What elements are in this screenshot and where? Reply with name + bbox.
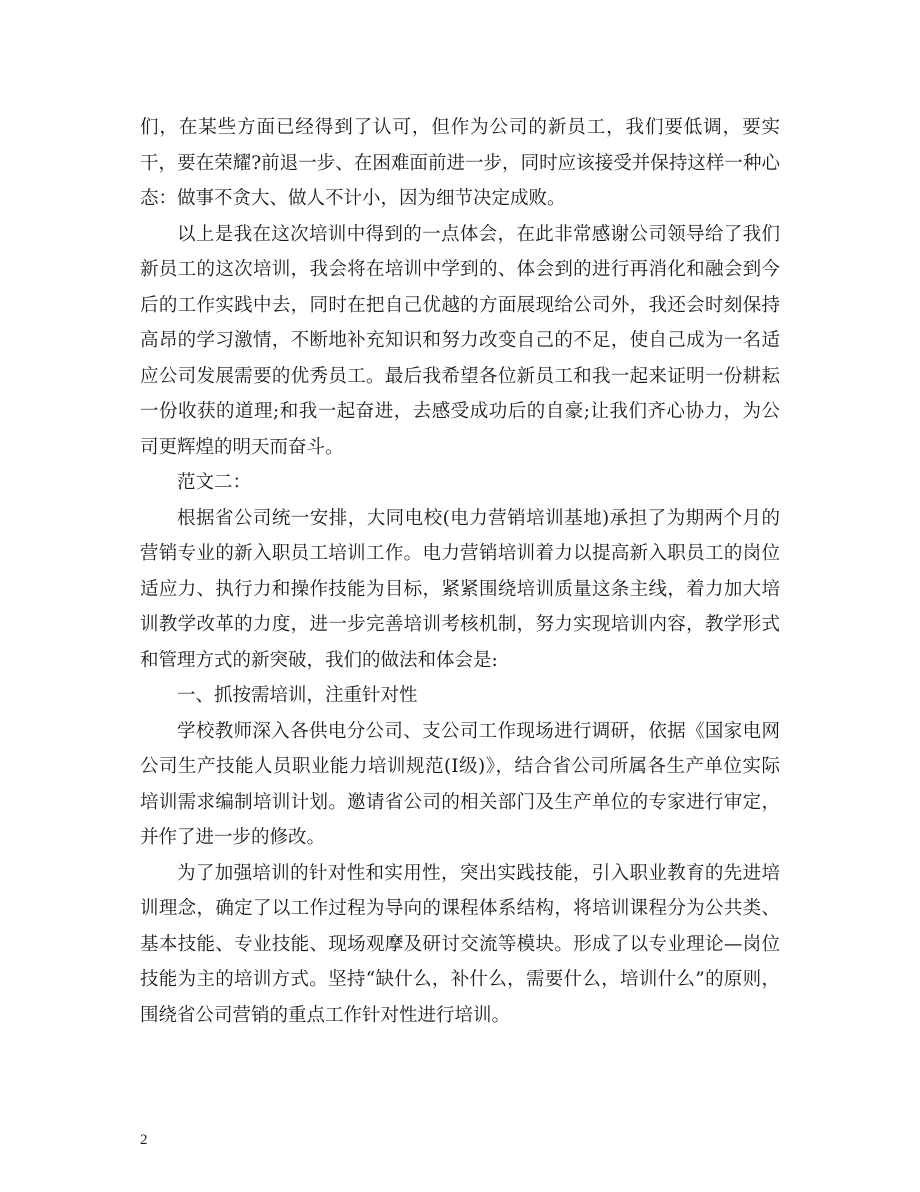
paragraph-2: 以上是我在这次培训中得到的一点体会，在此非常感谢公司领导给了我们新员工的这次培训，我会将在培训中学到的、体会到的进行再消化和融会到今后的工作实践中去，同时在把自己优越的方面展现给公司外，我还会时刻保持高昂的学习激情，不断地补充知识和努力改变自己的不足，使自己成为一名适应公司发展需要的优秀员工。最后我希望各位新员工和我一起来证明一份耕耘一份收获的道理;和我一起奋进，去感受成功后的自豪;让我们齐心协力，为公司更辉煌的明天而奋斗。 [140,223,780,458]
section-heading-one: 一、抓按需培训，注重针对性 [177,685,418,706]
page-number: 2 [140,1132,148,1148]
paragraph-5: 为了加强培训的针对性和实用性，突出实践技能，引入职业教育的先进培训理念，确定了以工作过程为导向的课程体系结构，将培训课程分为公共类、基本技能、专业技能、现场观摩及研讨交流等模块。形成了以专业理论—岗位技能为主的培训方式。坚持“缺什么，补什么，需要什么，培训什么”的原则，围绕省公司营销的重点工作针对性进行培训。 [140,862,780,1026]
document-body [140,110,780,1033]
paragraph-4: 学校教师深入各供电分公司、支公司工作现场进行调研，依据《国家电网公司生产技能人员职业能力培训规范(I级)》，结合省公司所属各生产单位实际培训需求编制培训计划。邀请省公司的相关部门及生产单位的专家进行审定，并作了进一步的修改。 [140,720,780,848]
paragraph-3: 根据省公司统一安排，大同电校(电力营销培训基地)承担了为期两个月的营销专业的新入职员工培训工作。电力营销培训着力以提高新入职员工的岗位适应力、执行力和操作技能为目标，紧紧围绕培训质量这条主线，着力加大培训教学改革的力度，进一步完善培训考核机制，努力实现培训内容，教学形式和管理方式的新突破，我们的做法和体会是: [140,507,780,671]
paragraph-1: 们，在某些方面已经得到了认可，但作为公司的新员工，我们要低调，要实干，要在荣耀?前退一步、在困难面前进一步，同时应该接受并保持这样一种心态：做事不贪大、做人不计小，因为细节决定成败。 [140,117,780,209]
section-heading-example-two: 范文二： [177,472,252,493]
